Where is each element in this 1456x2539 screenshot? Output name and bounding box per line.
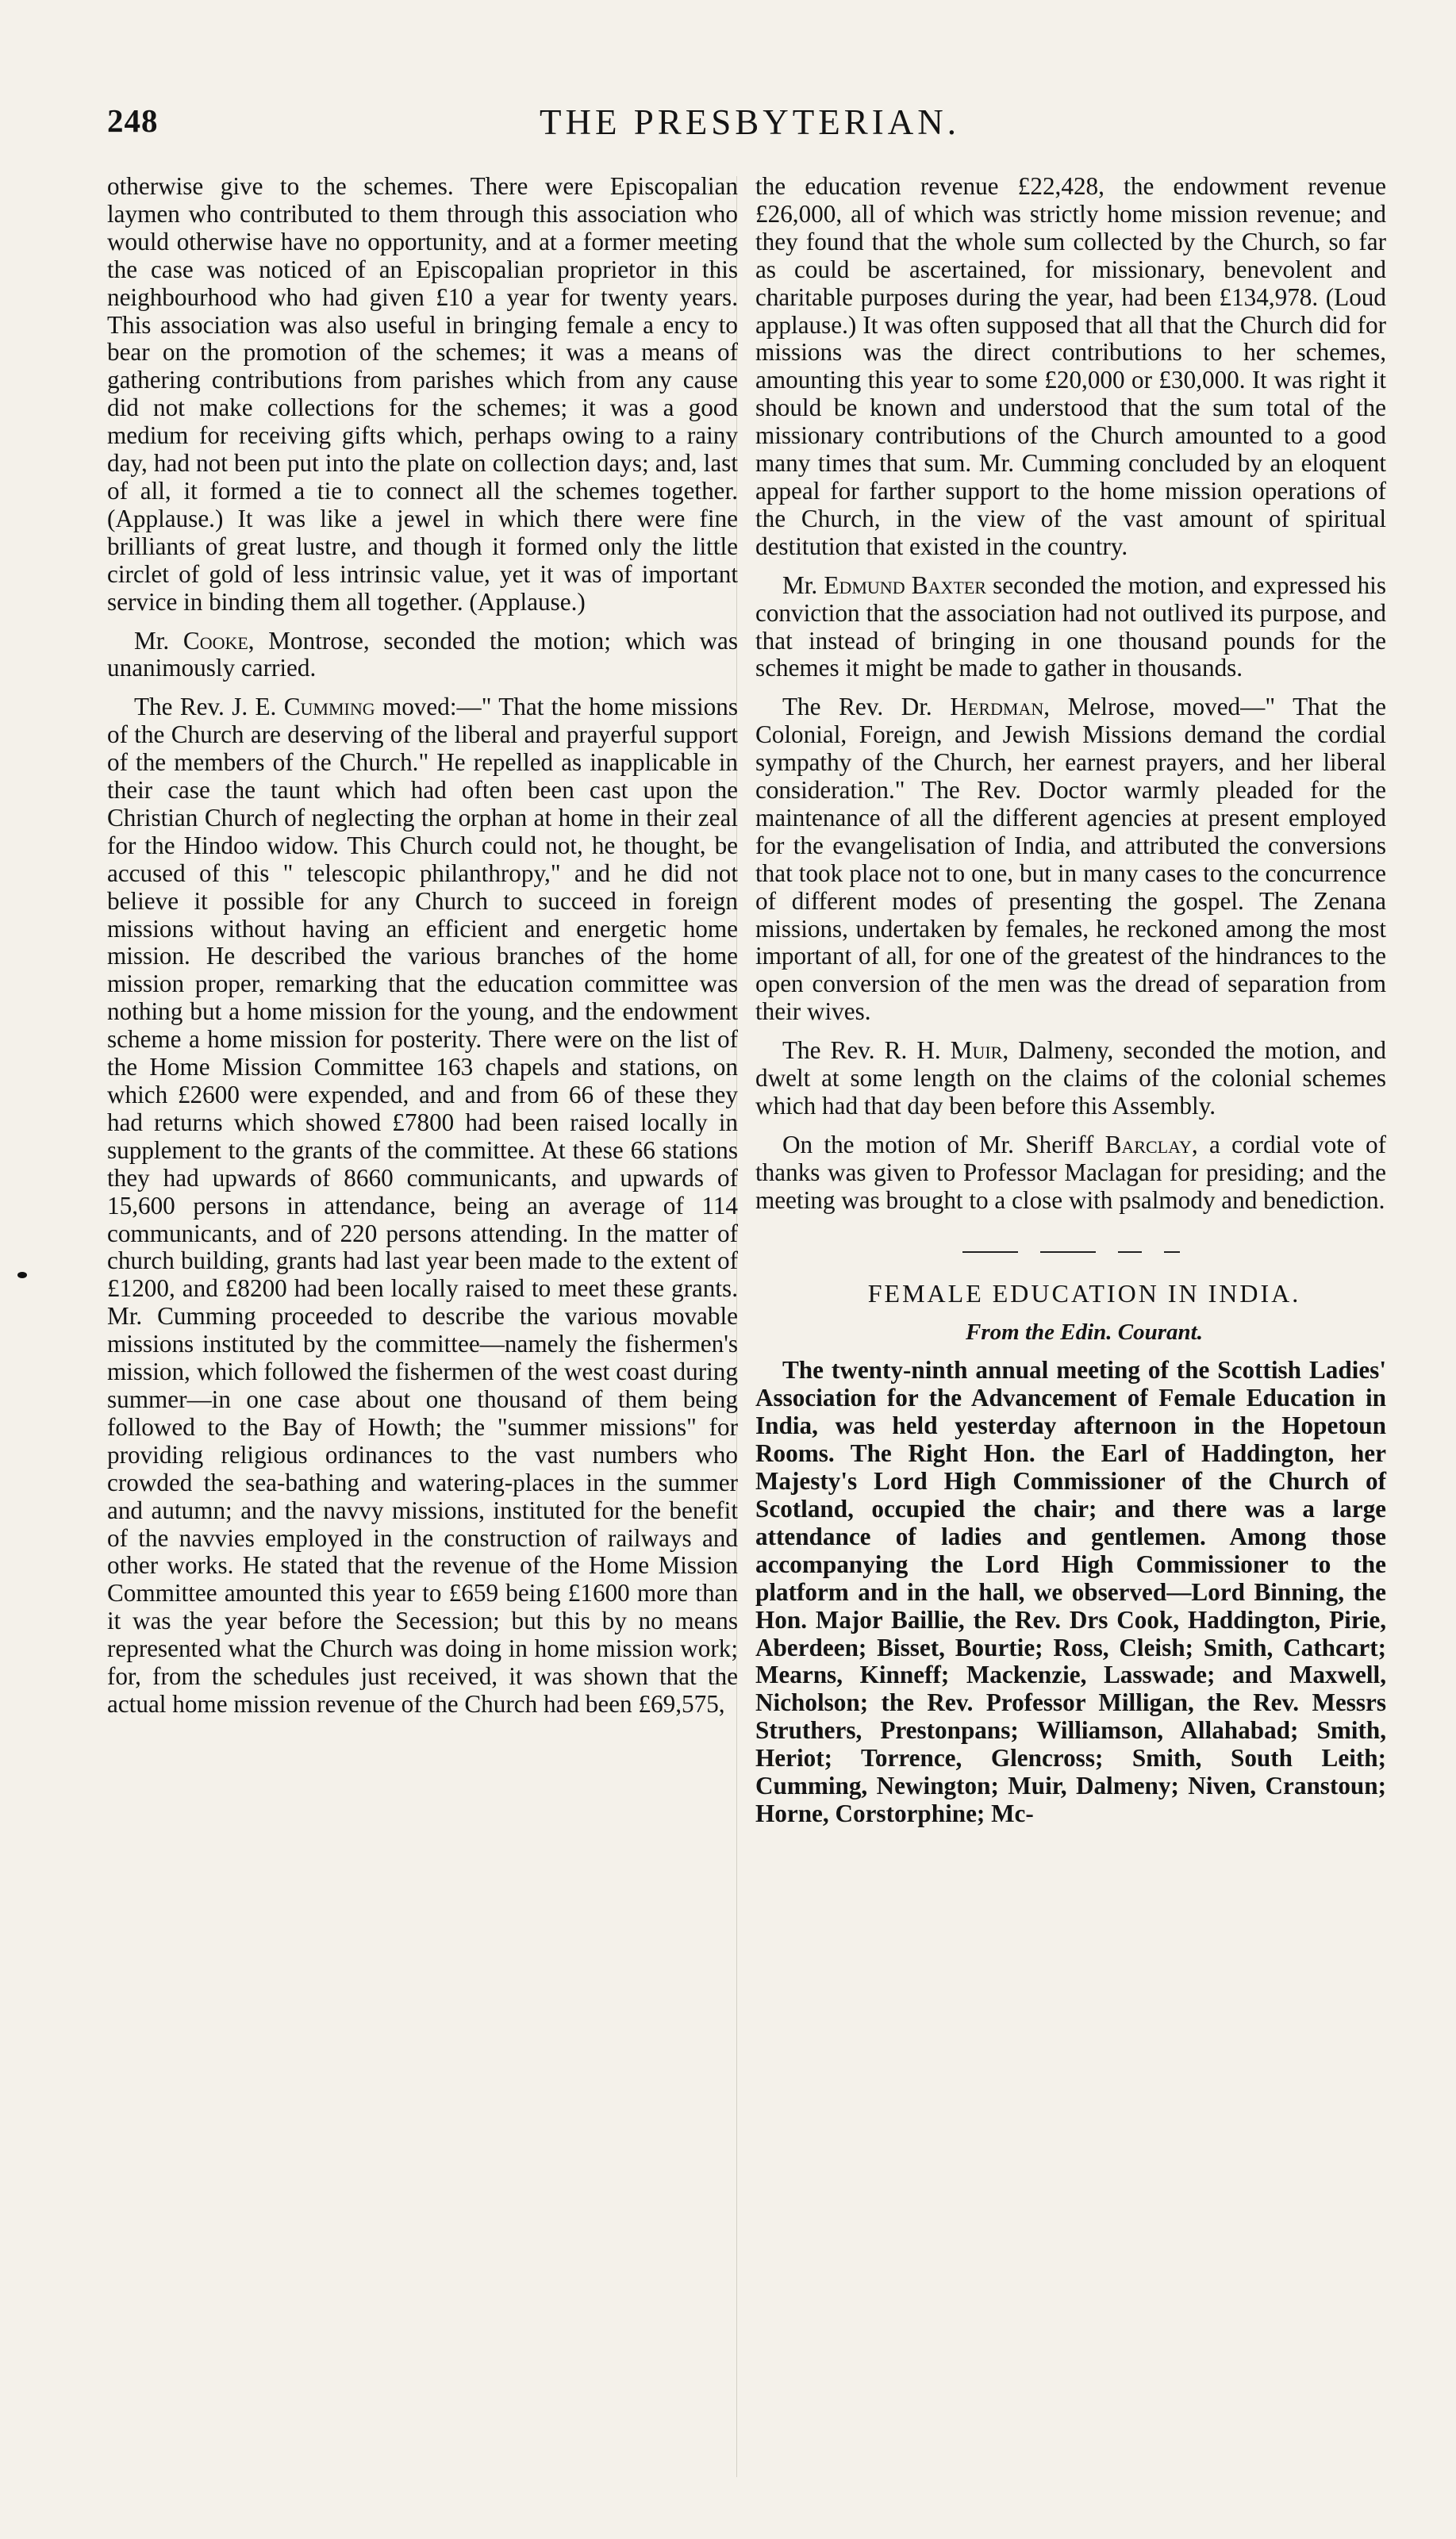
section-divider bbox=[755, 1251, 1386, 1253]
article-paragraph bbox=[755, 1037, 1386, 1120]
divider-dash bbox=[1040, 1251, 1096, 1253]
speaker-name: Muir bbox=[950, 1036, 1003, 1065]
divider-dash bbox=[1118, 1251, 1142, 1253]
left-column bbox=[107, 173, 738, 1730]
paragraph-text: seconded the motion, and expressed his conviction that the association had not outlived its purpose, and that instead of bringing in one thousand pounds for the schemes it might be made to gather in thousands. bbox=[755, 570, 1386, 682]
article-paragraph bbox=[107, 693, 738, 1719]
speaker-prefix: On the motion of Mr. Sheriff bbox=[782, 1130, 1105, 1158]
paragraph-text: , Melrose, moved—" That the Colonial, Foreign, and Jewish Missions demand the cordial sympathy of the Church, her earnest prayers, and her liberal consideration." The Rev. Doctor warmly pleaded for the maintenance of all the different agencies at present employed for the evangelisation of India, and attributed the conversions that took place not to one, but in many cases to the concurrence of different modes of presenting the gospel. The Zenana missions, undertaken by females, he reckoned among the most important of all, for one of the greatest of the hindrances to the open conversion of the men was the dread of separation from their wives. bbox=[755, 693, 1387, 1026]
speaker-prefix: The Rev. R. H. bbox=[782, 1036, 951, 1065]
section-source: From the Edin. Courant. bbox=[966, 1319, 1203, 1345]
speaker-name: Edmund Baxter bbox=[824, 570, 986, 599]
running-title: THE PRESBYTERIAN. bbox=[539, 102, 960, 142]
page-number: 248 bbox=[107, 102, 159, 139]
paragraph-text: , Montrose, seconded the motion; which was unanimously carried. bbox=[107, 626, 738, 682]
paragraph-text: , Dalmeny, seconded the motion, and dwelt at some length on the claims of the colonial schemes which had that day been before this Assembly. bbox=[755, 1036, 1386, 1120]
right-column bbox=[755, 173, 1386, 1839]
divider-dash bbox=[962, 1251, 1018, 1253]
page-header bbox=[107, 102, 1393, 149]
article-paragraph bbox=[755, 572, 1386, 683]
speaker-name: Herdman bbox=[950, 693, 1044, 721]
speaker-prefix: Mr. bbox=[782, 570, 824, 599]
divider-dash bbox=[1164, 1251, 1180, 1253]
article-paragraph: otherwise give to the schemes. There were Episcopalian laymen who contributed to them through this association who would otherwise have no opportunity, and at a former meeting the case was noticed of an Episcopalian proprietor in this neighbourhood who had given £10 a year for twenty years. This association was also useful in bringing female a ency to bear on the promotion of the schemes; it was a means of gathering contributions from parishes which from any cause did not make collections for the schemes; it was a good medium for receiving gifts which, perhaps owing to a rainy day, had not been put into the plate on collection days; and, last of all, it formed a tie to connect all the schemes together. (Applause.) It was like a jewel in which there were fine brilliants of great lustre, and though it formed only the little circlet of gold of less intrinsic value, yet it was of important service in binding them all together. (Applause.) bbox=[107, 172, 738, 616]
article-paragraph bbox=[107, 628, 738, 683]
speaker-name: Barclay bbox=[1104, 1130, 1192, 1158]
paragraph-text: moved:—" That the home missions of the Church are deserving of the liberal and prayerful support of the members of the Church." He repelled as inapplicable in their case the taunt which had often been cast upon the Christian Church of neglecting the orphan at home in their zeal for the Hindoo widow. This Church could not, he thought, be accused of this " telescopic philanthropy," and he did not believe it possible for any Church to succeed in foreign missions without having an efficient and energetic home mission. He described the various branches of the home mission proper, remarking that the education committee was nothing but a home mission for the young, and the endowment scheme a home mission for posterity. There were on the list of the Home Mission Committee 163 chapels and stations, on which £2600 were expended, and and from 66 of these they had returns which showed £7800 had been raised locally in supplement to the grants of the committee. At these 66 stations they had upwards of 8660 communicants, and upwards of 15,600 persons in attendance, being an average of 114 communicants, and of 220 persons attending. In the matter of church building, grants had last year been made to the extent of £1200, and £8200 had been locally raised to meet these grants. Mr. Cumming proceeded to describe the various movable missions instituted by the committee—namely the fishermen's mission, which followed the fishermen of the west coast during summer—in one case about one thousand of them being followed to the Bay of Howth; the "summer missions" for providing religious ordinances to the vast numbers who crowded the sea-bathing and watering-places in the summer and autumn; and the navvy missions, instituted for the benefit of the navvies employed in the construction of railways and other works. He stated that the revenue of the Home Mission Committee amounted this year to £659 being £1600 more than it was the year before the Secession; but this by no means represented what the Church was doing in home mission work; for, from the schedules just received, it was shown that the actual home mission revenue of the Church had been £69,575, bbox=[107, 693, 738, 1718]
margin-ink-mark bbox=[17, 1272, 27, 1278]
article-paragraph: the education revenue £22,428, the endowment revenue £26,000, all of which was strictly home mission revenue; and they found that the whole sum collected by the Church, so far as could be ascertained, for missionary, benevolent and charitable purposes during the year, had been £134,978. (Loud applause.) It was often supposed that all that the Church did for missions was the direct contributions to her schemes, amounting this year to some £20,000 or £30,000. It was right it should be known and understood that the sum total of the missionary contributions of the Church amounted to a good many times that sum. Mr. Cumming concluded by an eloquent appeal for farther support to the home mission operations of the Church, in the view of the vast amount of spiritual destitution that existed in the country. bbox=[755, 172, 1386, 560]
speaker-prefix: The Rev. J. E. bbox=[134, 693, 284, 721]
speaker-prefix: Mr. bbox=[134, 626, 183, 655]
speaker-prefix: The Rev. Dr. bbox=[782, 693, 951, 721]
article-paragraph bbox=[755, 1131, 1386, 1215]
speaker-name: Cumming bbox=[283, 693, 375, 721]
article-paragraph: The twenty-ninth annual meeting of the Scottish Ladies' Association for the Advancement of Female Education in India, was held yesterday afternoon in the Hopetoun Rooms. The Right Hon. the Earl of Haddington, her Majesty's Lord High Commissioner of the Church of Scotland, occupied the chair; and there was a large attendance of ladies and gentlemen. Among those accompanying the Lord High Commissioner to the platform and in the hall, we observed—Lord Binning, the Hon. Major Baillie, the Rev. Drs Cook, Haddington, Pirie, Aberdeen; Bisset, Bourtie; Ross, Cleish; Smith, Cathcart; Mearns, Kinneff; Mackenzie, Lasswade; and Maxwell, Nicholson; the Rev. Professor Milligan, the Rev. Messrs Struthers, Prestonpans; Williamson, Allahabad; Smith, Heriot; Torrence, Glencross; Smith, South Leith; Cumming, Newington; Muir, Dalmeny; Niven, Cranstoun; Horne, Corstorphine; Mc- bbox=[755, 1356, 1386, 1827]
speaker-name: Cooke bbox=[182, 626, 248, 655]
section-title: FEMALE EDUCATION IN INDIA. bbox=[867, 1278, 1301, 1308]
article-paragraph bbox=[755, 693, 1386, 1026]
paragraph-text: , a cordial vote of thanks was given to Professor Maclagan for presiding; and the meeting was brought to a close with psalmody and benediction. bbox=[755, 1130, 1386, 1214]
